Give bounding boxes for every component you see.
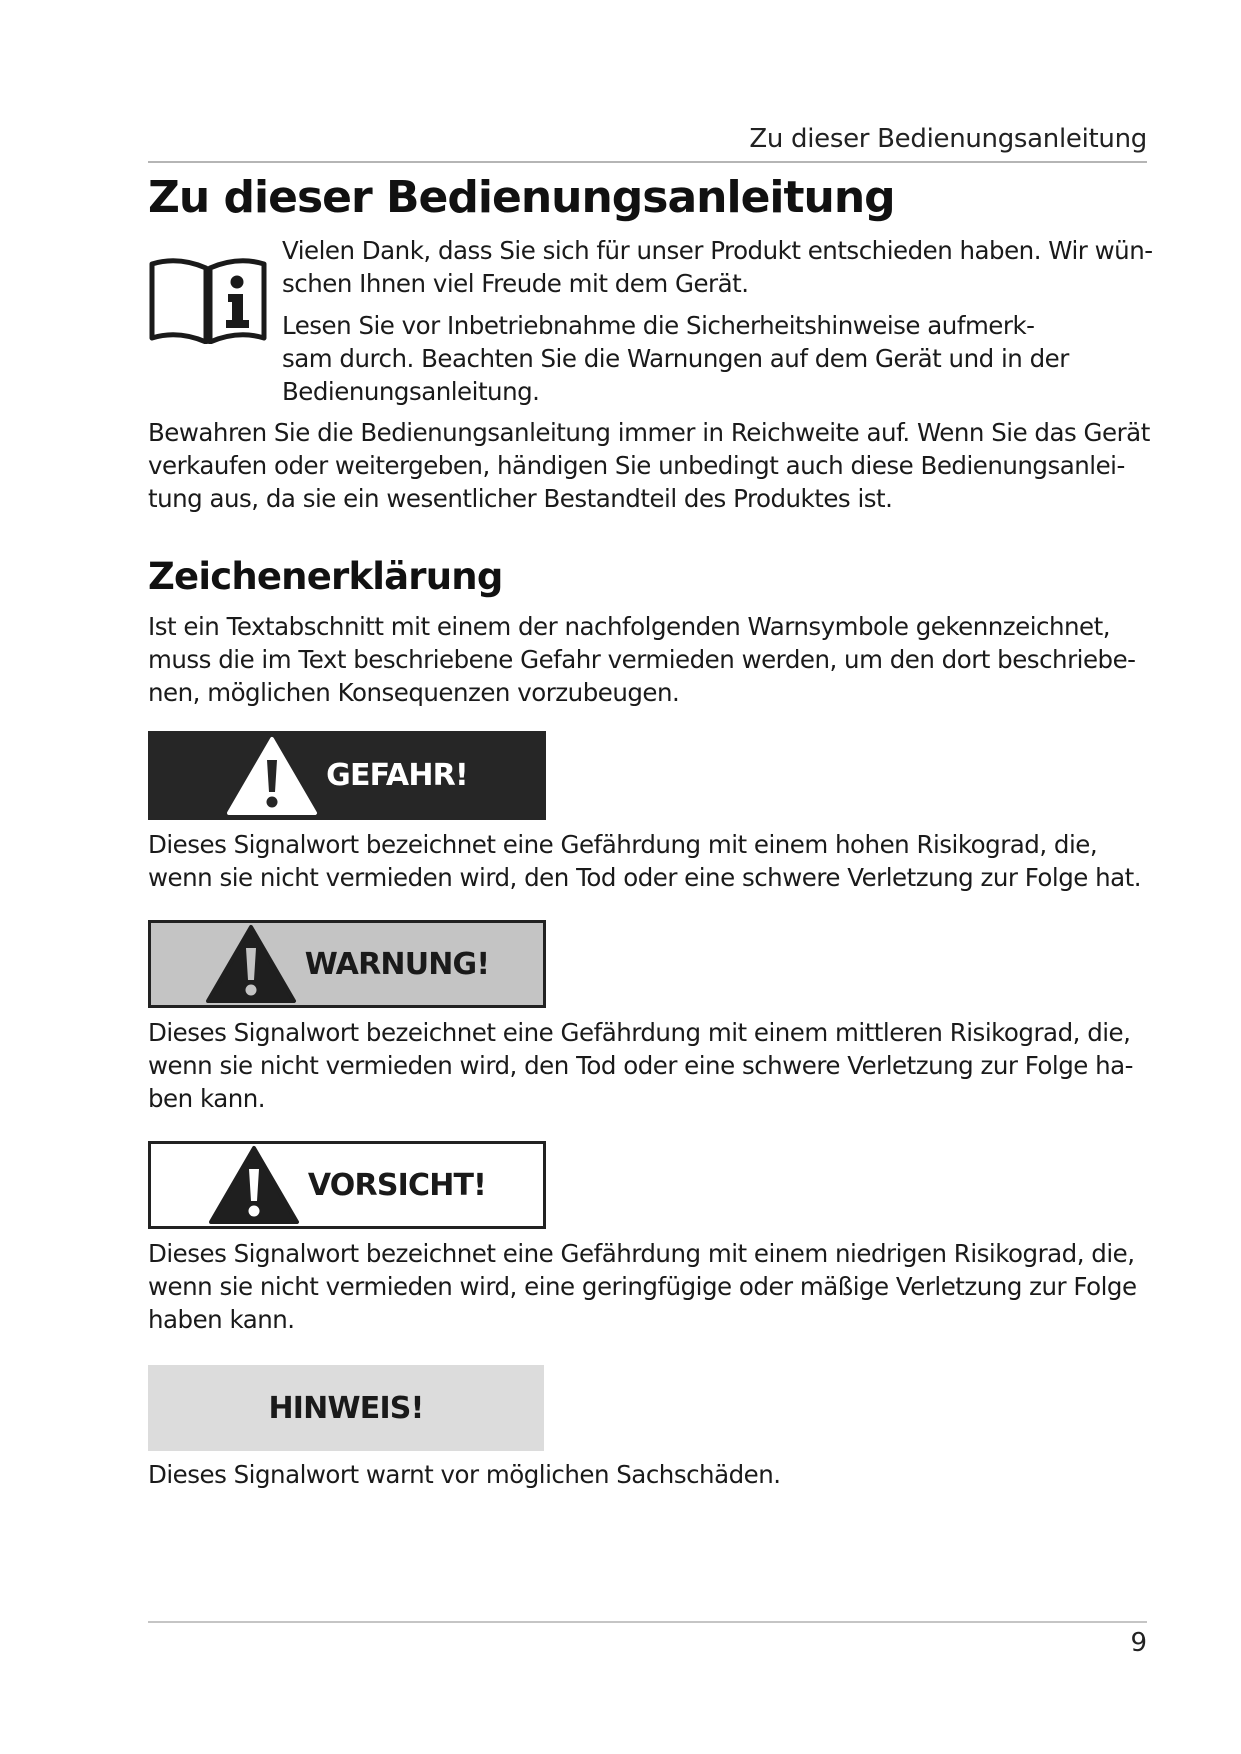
signal-box-vorsicht [148,1141,546,1229]
header-rule [148,161,1147,163]
signal-word-vorsicht: VORSICHT! [307,1167,487,1203]
text-line: verkaufen oder weitergeben, händigen Sie unbedingt auch diese Bedienungsanlei- [148,451,1125,480]
text-line: Ist ein Textabschnitt mit einem der nachfolgenden Warnsymbole gekennzeichnet, [148,612,1111,641]
signal-description-vorsicht [148,1237,1137,1336]
signal-description-hinweis [148,1458,781,1491]
signal-word-warnung: WARNUNG! [304,946,490,982]
running-header: Zu dieser Bedienungsanleitung [749,124,1147,154]
signal-word-hinweis: HINWEIS! [268,1390,424,1426]
text-line: wenn sie nicht vermieden wird, den Tod oder eine schwere Verletzung zur Folge ha- [148,1051,1134,1080]
text-line: Bewahren Sie die Bedienungsanleitung immer in Reichweite auf. Wenn Sie das Gerät [148,418,1150,447]
text-line: Bedienungsanleitung. [282,377,540,406]
signal-word-gefahr: GEFAHR! [326,758,468,793]
signal-box-hinweis [148,1365,544,1451]
text-line: haben kann. [148,1305,295,1334]
intro-paragraph-safety [282,309,1069,408]
signal-description-warnung [148,1016,1133,1115]
page-title: Zu dieser Bedienungsanleitung [148,172,895,223]
manual-info-icon [148,258,268,344]
text-line: wenn sie nicht vermieden wird, den Tod oder eine schwere Verletzung zur Folge hat. [148,863,1142,892]
text-line: ben kann. [148,1084,266,1113]
warning-triangle-icon [205,924,297,1004]
page-number: 9 [1130,1628,1147,1658]
intro-paragraph-thanks [282,234,1153,300]
text-line: tung aus, da sie ein wesentlicher Bestandteil des Produktes ist. [148,484,893,513]
signal-description-gefahr [148,828,1141,894]
legend-intro-paragraph [148,610,1136,709]
text-line: Dieses Signalwort bezeichnet eine Gefährdung mit einem hohen Risikograd, die, [148,830,1098,859]
footer-rule [148,1621,1147,1623]
text-line: Vielen Dank, dass Sie sich für unser Produkt entschieden haben. Wir wün- [282,236,1153,265]
section-title-legend: Zeichenerklärung [148,555,503,598]
signal-box-warnung [148,920,546,1008]
text-line: schen Ihnen viel Freude mit dem Gerät. [282,269,749,298]
intro-paragraph-keep [148,416,1150,515]
text-line: Dieses Signalwort bezeichnet eine Gefährdung mit einem mittleren Risikograd, die, [148,1018,1131,1047]
signal-box-gefahr [148,731,546,820]
warning-triangle-icon [208,1145,300,1225]
text-line: Dieses Signalwort bezeichnet eine Gefährdung mit einem niedrigen Risikograd, die, [148,1239,1135,1268]
text-line: Lesen Sie vor Inbetriebnahme die Sicherheitshinweise aufmerk- [282,311,1035,340]
text-line: wenn sie nicht vermieden wird, eine geringfügige oder mäßige Verletzung zur Folge [148,1272,1137,1301]
text-line: sam durch. Beachten Sie die Warnungen auf dem Gerät und in der [282,344,1069,373]
text-line: nen, möglichen Konsequenzen vorzubeugen. [148,678,680,707]
text-line: muss die im Text beschriebene Gefahr vermieden werden, um den dort beschriebe- [148,645,1136,674]
text-line: Dieses Signalwort warnt vor möglichen Sachschäden. [148,1460,781,1489]
warning-triangle-icon [226,736,318,816]
